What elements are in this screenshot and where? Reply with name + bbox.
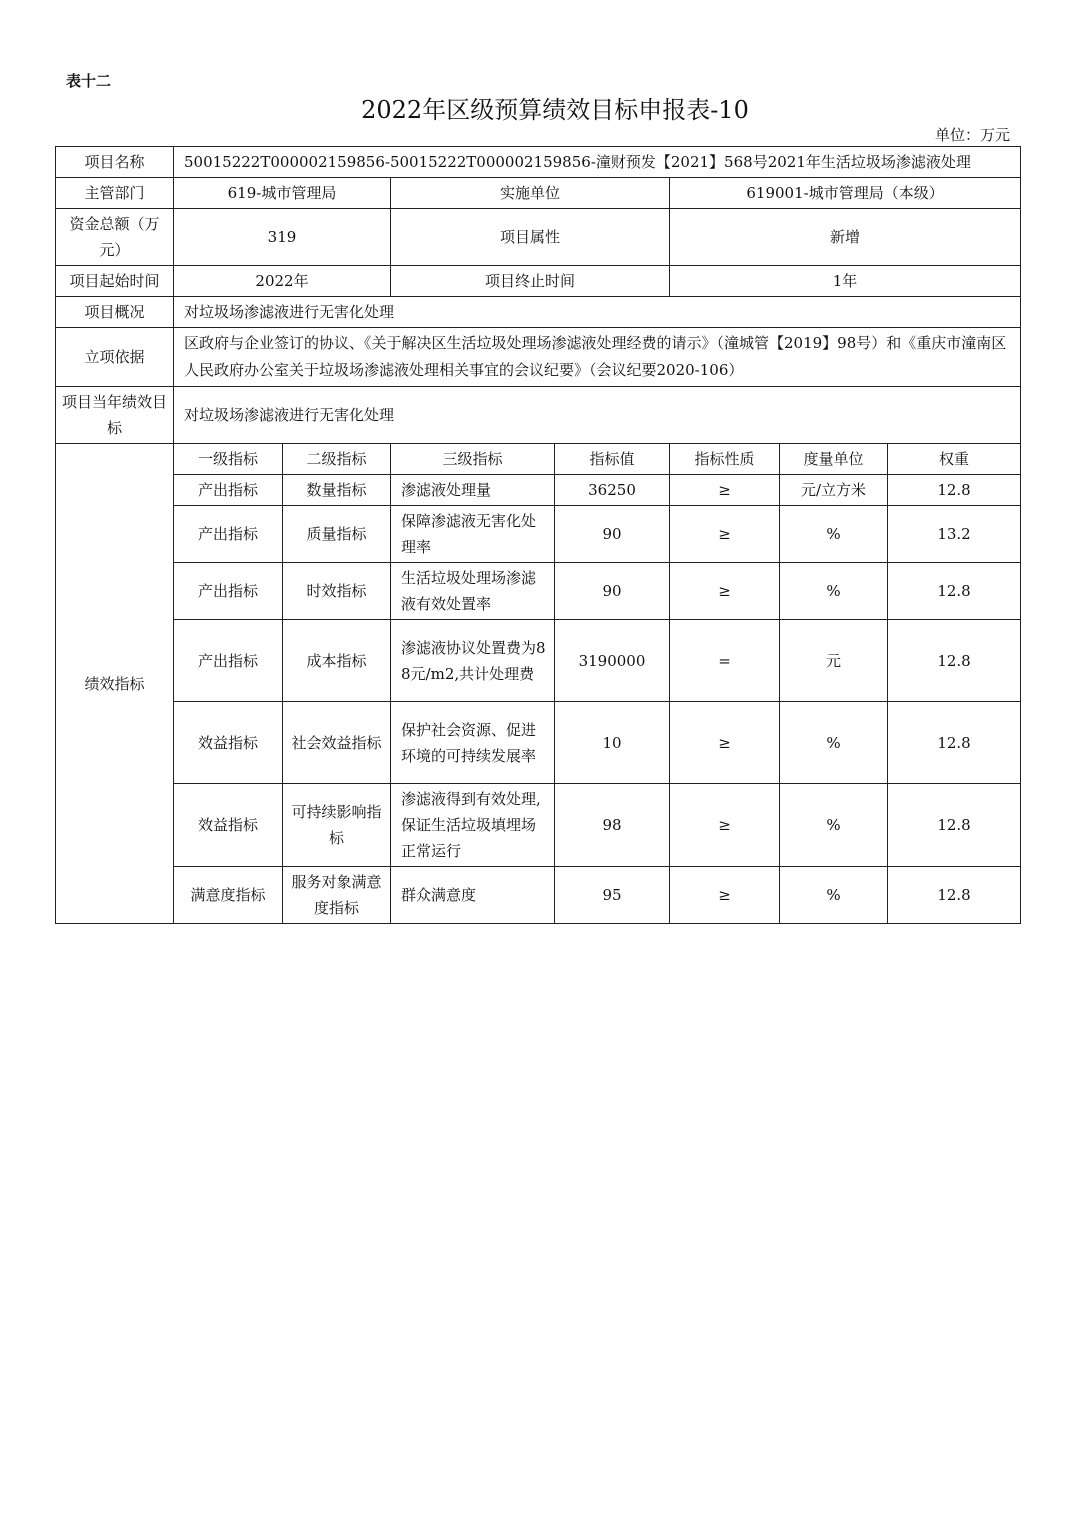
row-l1: 产出指标 [174,506,283,563]
unit-label: 单位：万元 [934,126,1010,144]
budget-performance-table [55,146,1021,924]
table-number-label: 表十二 [66,72,112,90]
row-l3: 渗滤液协议处置费为88元/m2,共计处理费 [391,620,555,702]
row-value: 90 [555,563,670,620]
dept-value: 619-城市管理局 [174,178,391,209]
row-l2: 质量指标 [283,506,391,563]
table-row [56,620,1021,702]
row-l1: 满意度指标 [174,867,283,924]
header-l3: 三级指标 [391,444,555,475]
row-l3: 保护社会资源、促进环境的可持续发展率 [391,702,555,784]
row-nature: ≥ [670,563,780,620]
perf-header-row [56,444,1021,475]
row-unit: % [780,563,888,620]
overview-label: 项目概况 [56,297,174,328]
row-l3: 群众满意度 [391,867,555,924]
row-nature: ≥ [670,475,780,506]
header-weight: 权重 [888,444,1021,475]
row-weight: 12.8 [888,475,1021,506]
row-weight: 12.8 [888,563,1021,620]
row-value: 10 [555,702,670,784]
row-l1: 产出指标 [174,563,283,620]
row-basis [56,328,1021,387]
row-value: 36250 [555,475,670,506]
row-unit: % [780,784,888,867]
row-nature: ≥ [670,506,780,563]
table-row [56,475,1021,506]
impl-label: 实施单位 [391,178,670,209]
header-l2: 二级指标 [283,444,391,475]
attr-label: 项目属性 [391,209,670,266]
row-nature: ≥ [670,867,780,924]
start-value: 2022年 [174,266,391,297]
end-value: 1年 [670,266,1021,297]
goal-label: 项目当年绩效目标 [56,387,174,444]
row-l2: 社会效益指标 [283,702,391,784]
row-l2: 时效指标 [283,563,391,620]
table-row [56,563,1021,620]
header-unit: 度量单位 [780,444,888,475]
row-value: 98 [555,784,670,867]
row-value: 95 [555,867,670,924]
project-name-label: 项目名称 [56,147,174,178]
attr-value: 新增 [670,209,1021,266]
row-unit: % [780,702,888,784]
row-l2: 数量指标 [283,475,391,506]
table-row [56,702,1021,784]
row-l1: 效益指标 [174,784,283,867]
row-fund [56,209,1021,266]
header-l1: 一级指标 [174,444,283,475]
row-goal [56,387,1021,444]
project-name-value: 50015222T000002159856-50015222T000002159856-潼财预发【2021】568号2021年生活垃圾场渗滤液处理 [174,147,1021,178]
row-weight: 12.8 [888,702,1021,784]
page-title: 2022年区级预算绩效目标申报表-10 [361,96,749,124]
row-l1: 产出指标 [174,475,283,506]
table-row [56,506,1021,563]
row-weight: 12.8 [888,620,1021,702]
row-value: 90 [555,506,670,563]
fund-value: 319 [174,209,391,266]
row-l3: 渗滤液处理量 [391,475,555,506]
row-l2: 成本指标 [283,620,391,702]
row-weight: 13.2 [888,506,1021,563]
row-period [56,266,1021,297]
row-l1: 产出指标 [174,620,283,702]
row-l2: 服务对象满意度指标 [283,867,391,924]
table-row [56,784,1021,867]
row-nature: = [670,620,780,702]
row-unit: % [780,506,888,563]
row-department [56,178,1021,209]
goal-value: 对垃圾场渗滤液进行无害化处理 [174,387,1021,444]
row-weight: 12.8 [888,867,1021,924]
impl-value: 619001-城市管理局（本级） [670,178,1021,209]
header-value: 指标值 [555,444,670,475]
row-l2: 可持续影响指标 [283,784,391,867]
row-unit: % [780,867,888,924]
overview-value: 对垃圾场渗滤液进行无害化处理 [174,297,1021,328]
start-label: 项目起始时间 [56,266,174,297]
header-nature: 指标性质 [670,444,780,475]
end-label: 项目终止时间 [391,266,670,297]
row-value: 3190000 [555,620,670,702]
dept-label: 主管部门 [56,178,174,209]
row-overview [56,297,1021,328]
row-weight: 12.8 [888,784,1021,867]
row-nature: ≥ [670,784,780,867]
row-nature: ≥ [670,702,780,784]
row-l1: 效益指标 [174,702,283,784]
table-row [56,867,1021,924]
basis-value: 区政府与企业签订的协议、《关于解决区生活垃圾处理场渗滤液处理经费的请示》（潼城管【2019】98号）和《重庆市潼南区人民政府办公室关于垃圾场渗滤液处理相关事宜的会议纪要》（会议纪要2020-106） [174,328,1021,387]
fund-label: 资金总额（万元） [56,209,174,266]
row-unit: 元 [780,620,888,702]
row-l3: 生活垃圾处理场渗滤液有效处置率 [391,563,555,620]
perf-section-label: 绩效指标 [56,444,174,924]
row-project-name [56,147,1021,178]
row-l3: 保障渗滤液无害化处理率 [391,506,555,563]
row-unit: 元/立方米 [780,475,888,506]
basis-label: 立项依据 [56,328,174,387]
row-l3: 渗滤液得到有效处理,保证生活垃圾填埋场正常运行 [391,784,555,867]
